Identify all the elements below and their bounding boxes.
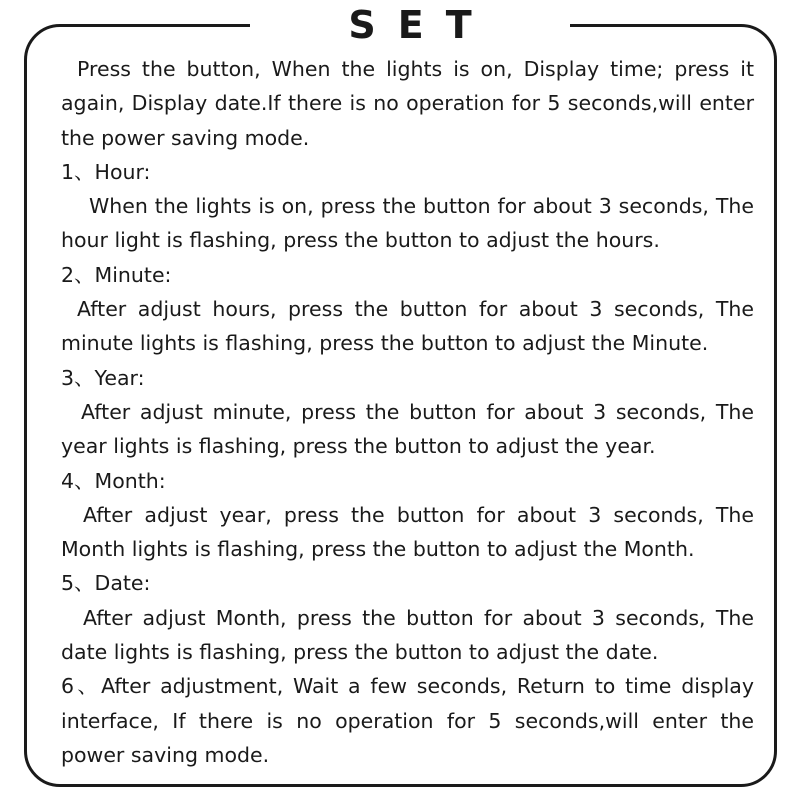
section-body-year: After adjust minute, press the button for about 3 seconds, The year lights is flashing, press the button to adjust the year. — [61, 399, 754, 459]
section-heading-month: 4、Month: — [61, 468, 166, 493]
instructions-body — [61, 52, 754, 772]
section-body-month: After adjust year, press the button for about 3 seconds, The Month lights is flashing, press the button to adjust the Month. — [61, 502, 754, 562]
section-heading-minute: 2、Minute: — [61, 262, 172, 287]
section-body-minute: After adjust hours, press the button for about 3 seconds, The minute lights is flashing, press the button to adjust the Minute. — [61, 297, 754, 356]
section-heading-year: 3、Year: — [61, 365, 145, 390]
page-title: SET — [348, 3, 494, 47]
intro-paragraph: Press the button, When the lights is on, Display time; press it again, Display date.If there is no operation for 5 seconds,will enter the power saving mode. — [61, 57, 754, 150]
section-heading-hour: 1、Hour: — [61, 159, 151, 184]
section-body-date: After adjust Month, press the button for about 3 seconds, The date lights is flashing, press the button to adjust the date. — [61, 605, 754, 665]
final-note: 6、After adjustment, Wait a few seconds, Return to time display interface, If there is no operation for 5 seconds,will enter the power saving mode. — [61, 674, 754, 767]
section-body-hour: When the lights is on, press the button for about 3 seconds, The hour light is flashing, press the button to adjust the hours. — [61, 194, 754, 253]
section-heading-date: 5、Date: — [61, 571, 151, 596]
